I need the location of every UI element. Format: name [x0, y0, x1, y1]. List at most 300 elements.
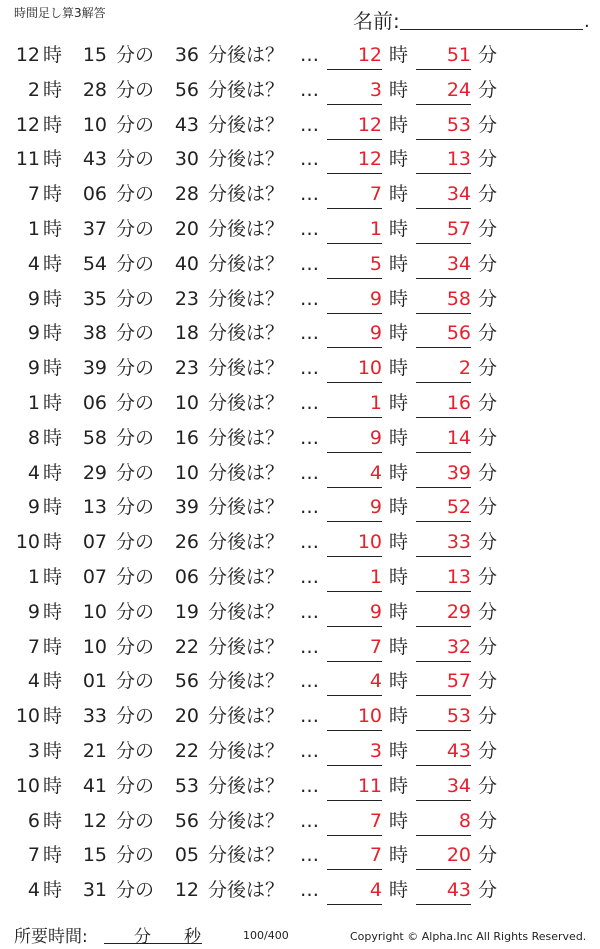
- footer: [0, 918, 600, 948]
- start-hour: 9: [27, 287, 40, 310]
- ellipsis: …: [300, 252, 319, 275]
- answer-hour-kanji: 時: [389, 739, 409, 762]
- hour-kanji: 時: [43, 217, 63, 240]
- minutes-after-label: 分後は？: [208, 809, 285, 832]
- problem-row: [0, 316, 600, 351]
- answer-minute: 32: [416, 636, 471, 662]
- ellipsis: …: [300, 809, 319, 832]
- minute-of-label: 分の: [116, 531, 155, 554]
- answer-hour: 9: [327, 427, 382, 453]
- score: 100/400: [243, 929, 289, 942]
- added-minutes: 40: [174, 252, 199, 275]
- answer-hour-kanji: 時: [389, 148, 409, 171]
- minutes-after-label: 分後は？: [208, 148, 285, 171]
- answer-hour-kanji: 時: [389, 670, 409, 693]
- answer-minute: 14: [416, 427, 471, 453]
- answer-hour-kanji: 時: [389, 217, 409, 240]
- answer-hour: 10: [327, 531, 382, 557]
- problem-row: [0, 386, 600, 421]
- hour-kanji: 時: [43, 809, 63, 832]
- added-minutes: 28: [174, 183, 199, 206]
- answer-hour: 7: [327, 810, 382, 836]
- answer-hour-kanji: 時: [389, 600, 409, 623]
- start-hour: 7: [27, 844, 40, 867]
- answer-minute: 13: [416, 566, 471, 592]
- minute-of-label: 分の: [116, 322, 155, 345]
- minute-of-label: 分の: [116, 844, 155, 867]
- ellipsis: …: [300, 357, 319, 380]
- answer-hour-kanji: 時: [389, 496, 409, 519]
- hour-kanji: 時: [43, 357, 63, 380]
- start-hour: 11: [15, 148, 40, 171]
- start-minute: 41: [82, 774, 107, 797]
- start-minute: 38: [82, 322, 107, 345]
- hour-kanji: 時: [43, 600, 63, 623]
- ellipsis: …: [300, 844, 319, 867]
- answer-hour: 4: [327, 879, 382, 905]
- minute-of-label: 分の: [116, 252, 155, 275]
- minutes-after-label: 分後は？: [208, 252, 285, 275]
- start-minute: 28: [82, 78, 107, 101]
- start-minute: 15: [82, 44, 107, 66]
- name-field: [353, 5, 589, 31]
- start-minute: 10: [82, 635, 107, 658]
- answer-hour: 12: [327, 114, 382, 140]
- start-minute: 12: [82, 809, 107, 832]
- answer-minute: 53: [416, 705, 471, 731]
- minute-of-label: 分の: [116, 496, 155, 519]
- answer-minute-kanji: 分: [478, 739, 498, 762]
- answer-hour-kanji: 時: [389, 78, 409, 101]
- start-hour: 9: [27, 600, 40, 623]
- minute-of-label: 分の: [116, 809, 155, 832]
- answer-minute-kanji: 分: [478, 217, 498, 240]
- answer-minute-kanji: 分: [478, 600, 498, 623]
- start-minute: 15: [82, 844, 107, 867]
- start-minute: 37: [82, 217, 107, 240]
- answer-minute: 57: [416, 670, 471, 696]
- answer-minute-kanji: 分: [478, 183, 498, 206]
- added-minutes: 39: [174, 496, 199, 519]
- ellipsis: …: [300, 635, 319, 658]
- minute-of-label: 分の: [116, 148, 155, 171]
- minutes-after-label: 分後は？: [208, 670, 285, 693]
- answer-minute-kanji: 分: [478, 496, 498, 519]
- start-hour: 9: [27, 357, 40, 380]
- added-minutes: 05: [174, 844, 199, 867]
- start-hour: 4: [27, 461, 40, 484]
- minutes-after-label: 分後は？: [208, 461, 285, 484]
- ellipsis: …: [300, 113, 319, 136]
- added-minutes: 43: [174, 113, 199, 136]
- problem-row: [0, 734, 600, 769]
- answer-minute-kanji: 分: [478, 287, 498, 310]
- problem-row: [0, 664, 600, 699]
- ellipsis: …: [300, 496, 319, 519]
- added-minutes: 06: [174, 565, 199, 588]
- start-minute: 06: [82, 183, 107, 206]
- answer-hour: 10: [327, 357, 382, 383]
- added-minutes: 20: [174, 217, 199, 240]
- hour-kanji: 時: [43, 774, 63, 797]
- answer-hour-kanji: 時: [389, 426, 409, 449]
- problem-list: [0, 38, 600, 908]
- worksheet-title: 時間足し算3解答: [14, 6, 106, 20]
- answer-hour: 10: [327, 705, 382, 731]
- ellipsis: …: [300, 217, 319, 240]
- start-minute: 35: [82, 287, 107, 310]
- problem-row: [0, 73, 600, 108]
- start-minute: 29: [82, 461, 107, 484]
- minute-of-label: 分の: [116, 391, 155, 414]
- minute-of-label: 分の: [116, 670, 155, 693]
- ellipsis: …: [300, 44, 319, 66]
- hour-kanji: 時: [43, 113, 63, 136]
- start-minute: 31: [82, 879, 107, 902]
- answer-hour-kanji: 時: [389, 844, 409, 867]
- answer-hour-kanji: 時: [389, 252, 409, 275]
- minutes-after-label: 分後は？: [208, 217, 285, 240]
- copyright: Copyright © Alpha.Inc All Rights Reserved.: [350, 930, 587, 943]
- answer-hour: 1: [327, 218, 382, 244]
- ellipsis: …: [300, 739, 319, 762]
- minute-of-label: 分の: [116, 635, 155, 658]
- answer-minute: 24: [416, 79, 471, 105]
- answer-minute: 2: [416, 357, 471, 383]
- answer-minute-kanji: 分: [478, 635, 498, 658]
- minutes-after-label: 分後は？: [208, 426, 285, 449]
- start-hour: 10: [15, 531, 40, 554]
- answer-minute: 39: [416, 462, 471, 488]
- minutes-after-label: 分後は？: [208, 391, 285, 414]
- ellipsis: …: [300, 426, 319, 449]
- start-minute: 07: [82, 531, 107, 554]
- problem-row: [0, 804, 600, 839]
- hour-kanji: 時: [43, 322, 63, 345]
- answer-minute-kanji: 分: [478, 705, 498, 728]
- answer-minute-kanji: 分: [478, 844, 498, 867]
- answer-hour: 4: [327, 670, 382, 696]
- ellipsis: …: [300, 461, 319, 484]
- minute-of-label: 分の: [116, 739, 155, 762]
- answer-hour: 9: [327, 322, 382, 348]
- hour-kanji: 時: [43, 78, 63, 101]
- added-minutes: 19: [174, 600, 199, 623]
- answer-hour: 7: [327, 183, 382, 209]
- answer-hour-kanji: 時: [389, 774, 409, 797]
- minutes-unit: 分: [134, 927, 151, 947]
- ellipsis: …: [300, 600, 319, 623]
- problem-row: [0, 456, 600, 491]
- added-minutes: 30: [174, 148, 199, 171]
- minutes-after-label: 分後は？: [208, 774, 285, 797]
- answer-hour: 5: [327, 253, 382, 279]
- start-minute: 10: [82, 600, 107, 623]
- problem-row: [0, 108, 600, 143]
- answer-minute-kanji: 分: [478, 565, 498, 588]
- minutes-after-label: 分後は？: [208, 565, 285, 588]
- start-hour: 1: [27, 391, 40, 414]
- answer-hour-kanji: 時: [389, 635, 409, 658]
- answer-minute-kanji: 分: [478, 774, 498, 797]
- answer-hour-kanji: 時: [389, 705, 409, 728]
- problem-row: [0, 595, 600, 630]
- answer-minute-kanji: 分: [478, 148, 498, 171]
- ellipsis: …: [300, 322, 319, 345]
- start-minute: 39: [82, 357, 107, 380]
- name-end-dot: .: [584, 11, 590, 32]
- answer-hour-kanji: 時: [389, 879, 409, 902]
- minute-of-label: 分の: [116, 565, 155, 588]
- minutes-after-label: 分後は？: [208, 78, 285, 101]
- ellipsis: …: [300, 565, 319, 588]
- minute-of-label: 分の: [116, 774, 155, 797]
- answer-hour-kanji: 時: [389, 357, 409, 380]
- answer-hour: 11: [327, 775, 382, 801]
- start-minute: 10: [82, 113, 107, 136]
- answer-minute-kanji: 分: [478, 252, 498, 275]
- answer-hour-kanji: 時: [389, 461, 409, 484]
- answer-hour: 7: [327, 636, 382, 662]
- start-hour: 10: [15, 774, 40, 797]
- answer-hour: 1: [327, 392, 382, 418]
- answer-minute-kanji: 分: [478, 531, 498, 554]
- start-minute: 01: [82, 670, 107, 693]
- minutes-after-label: 分後は？: [208, 844, 285, 867]
- minute-of-label: 分の: [116, 879, 155, 902]
- answer-hour: 12: [327, 44, 382, 70]
- answer-minute: 16: [416, 392, 471, 418]
- hour-kanji: 時: [43, 426, 63, 449]
- hour-kanji: 時: [43, 635, 63, 658]
- hour-kanji: 時: [43, 739, 63, 762]
- minute-of-label: 分の: [116, 217, 155, 240]
- answer-hour-kanji: 時: [389, 287, 409, 310]
- ellipsis: …: [300, 531, 319, 554]
- answer-hour: 4: [327, 462, 382, 488]
- hour-kanji: 時: [43, 565, 63, 588]
- hour-kanji: 時: [43, 148, 63, 171]
- minute-of-label: 分の: [116, 461, 155, 484]
- answer-minute: 58: [416, 288, 471, 314]
- problem-row: [0, 490, 600, 525]
- ellipsis: …: [300, 287, 319, 310]
- start-hour: 9: [27, 496, 40, 519]
- answer-hour: 3: [327, 740, 382, 766]
- minutes-after-label: 分後は？: [208, 322, 285, 345]
- answer-minute-kanji: 分: [478, 44, 498, 66]
- ellipsis: …: [300, 670, 319, 693]
- hour-kanji: 時: [43, 287, 63, 310]
- problem-row: [0, 212, 600, 247]
- answer-minute: 34: [416, 253, 471, 279]
- answer-minute: 8: [416, 810, 471, 836]
- answer-hour: 9: [327, 288, 382, 314]
- start-minute: 43: [82, 148, 107, 171]
- answer-hour-kanji: 時: [389, 322, 409, 345]
- minute-of-label: 分の: [116, 705, 155, 728]
- ellipsis: …: [300, 774, 319, 797]
- ellipsis: …: [300, 183, 319, 206]
- start-hour: 4: [27, 252, 40, 275]
- start-hour: 6: [27, 809, 40, 832]
- added-minutes: 20: [174, 705, 199, 728]
- minutes-after-label: 分後は？: [208, 357, 285, 380]
- answer-hour-kanji: 時: [389, 565, 409, 588]
- name-underline: [400, 29, 583, 30]
- start-hour: 2: [27, 78, 40, 101]
- added-minutes: 56: [174, 78, 199, 101]
- hour-kanji: 時: [43, 844, 63, 867]
- name-label: 名前:: [353, 9, 400, 33]
- minute-of-label: 分の: [116, 183, 155, 206]
- answer-minute-kanji: 分: [478, 322, 498, 345]
- minutes-after-label: 分後は？: [208, 635, 285, 658]
- answer-minute: 20: [416, 844, 471, 870]
- answer-hour-kanji: 時: [389, 809, 409, 832]
- ellipsis: …: [300, 879, 319, 902]
- added-minutes: 56: [174, 809, 199, 832]
- minute-of-label: 分の: [116, 44, 155, 66]
- problem-row: [0, 699, 600, 734]
- start-minute: 07: [82, 565, 107, 588]
- answer-minute: 34: [416, 183, 471, 209]
- problem-row: [0, 247, 600, 282]
- minute-of-label: 分の: [116, 426, 155, 449]
- start-minute: 33: [82, 705, 107, 728]
- problem-row: [0, 142, 600, 177]
- answer-minute: 33: [416, 531, 471, 557]
- answer-hour-kanji: 時: [389, 113, 409, 136]
- start-minute: 54: [82, 252, 107, 275]
- problem-row: [0, 177, 600, 212]
- minute-of-label: 分の: [116, 113, 155, 136]
- added-minutes: 23: [174, 357, 199, 380]
- start-minute: 21: [82, 739, 107, 762]
- minute-of-label: 分の: [116, 78, 155, 101]
- problem-row: [0, 282, 600, 317]
- answer-minute: 43: [416, 740, 471, 766]
- answer-minute: 34: [416, 775, 471, 801]
- added-minutes: 18: [174, 322, 199, 345]
- hour-kanji: 時: [43, 183, 63, 206]
- problem-row: [0, 560, 600, 595]
- minutes-after-label: 分後は？: [208, 287, 285, 310]
- answer-minute-kanji: 分: [478, 113, 498, 136]
- minute-of-label: 分の: [116, 600, 155, 623]
- ellipsis: …: [300, 705, 319, 728]
- answer-minute: 51: [416, 44, 471, 70]
- minutes-after-label: 分後は？: [208, 44, 285, 66]
- minutes-after-label: 分後は？: [208, 879, 285, 902]
- minute-of-label: 分の: [116, 287, 155, 310]
- minutes-after-label: 分後は？: [208, 531, 285, 554]
- problem-row: [0, 838, 600, 873]
- added-minutes: 10: [174, 391, 199, 414]
- start-hour: 12: [15, 44, 40, 66]
- hour-kanji: 時: [43, 879, 63, 902]
- answer-minute: 53: [416, 114, 471, 140]
- start-hour: 10: [15, 705, 40, 728]
- answer-hour: 9: [327, 496, 382, 522]
- start-hour: 4: [27, 879, 40, 902]
- answer-minute-kanji: 分: [478, 78, 498, 101]
- start-hour: 7: [27, 183, 40, 206]
- added-minutes: 10: [174, 461, 199, 484]
- answer-minute: 52: [416, 496, 471, 522]
- answer-minute: 56: [416, 322, 471, 348]
- problem-row: [0, 421, 600, 456]
- start-hour: 8: [27, 426, 40, 449]
- answer-minute-kanji: 分: [478, 670, 498, 693]
- start-hour: 1: [27, 217, 40, 240]
- hour-kanji: 時: [43, 531, 63, 554]
- minutes-after-label: 分後は？: [208, 496, 285, 519]
- answer-hour-kanji: 時: [389, 391, 409, 414]
- ellipsis: …: [300, 148, 319, 171]
- added-minutes: 56: [174, 670, 199, 693]
- hour-kanji: 時: [43, 461, 63, 484]
- answer-minute-kanji: 分: [478, 357, 498, 380]
- added-minutes: 26: [174, 531, 199, 554]
- answer-hour-kanji: 時: [389, 531, 409, 554]
- start-hour: 3: [27, 739, 40, 762]
- added-minutes: 36: [174, 44, 199, 66]
- minutes-after-label: 分後は？: [208, 705, 285, 728]
- answer-minute-kanji: 分: [478, 426, 498, 449]
- minutes-after-label: 分後は？: [208, 113, 285, 136]
- start-minute: 06: [82, 391, 107, 414]
- problem-row: [0, 351, 600, 386]
- answer-minute-kanji: 分: [478, 879, 498, 902]
- answer-hour-kanji: 時: [389, 44, 409, 66]
- hour-kanji: 時: [43, 252, 63, 275]
- hour-kanji: 時: [43, 496, 63, 519]
- answer-minute-kanji: 分: [478, 461, 498, 484]
- added-minutes: 22: [174, 739, 199, 762]
- start-hour: 7: [27, 635, 40, 658]
- hour-kanji: 時: [43, 705, 63, 728]
- added-minutes: 53: [174, 774, 199, 797]
- problem-row: [0, 38, 600, 73]
- added-minutes: 22: [174, 635, 199, 658]
- answer-hour-kanji: 時: [389, 183, 409, 206]
- added-minutes: 12: [174, 879, 199, 902]
- start-minute: 13: [82, 496, 107, 519]
- answer-hour: 7: [327, 844, 382, 870]
- time-required-label: 所要時間:: [14, 927, 88, 947]
- hour-kanji: 時: [43, 391, 63, 414]
- ellipsis: …: [300, 391, 319, 414]
- minute-of-label: 分の: [116, 357, 155, 380]
- answer-hour: 12: [327, 148, 382, 174]
- start-minute: 58: [82, 426, 107, 449]
- answer-minute-kanji: 分: [478, 391, 498, 414]
- start-hour: 9: [27, 322, 40, 345]
- problem-row: [0, 630, 600, 665]
- start-hour: 4: [27, 670, 40, 693]
- seconds-unit: 秒: [184, 927, 201, 947]
- hour-kanji: 時: [43, 44, 63, 66]
- minutes-after-label: 分後は？: [208, 183, 285, 206]
- answer-hour: 9: [327, 601, 382, 627]
- problem-row: [0, 525, 600, 560]
- answer-minute: 29: [416, 601, 471, 627]
- problem-row: [0, 769, 600, 804]
- minutes-after-label: 分後は？: [208, 600, 285, 623]
- answer-minute: 43: [416, 879, 471, 905]
- problem-row: [0, 873, 600, 908]
